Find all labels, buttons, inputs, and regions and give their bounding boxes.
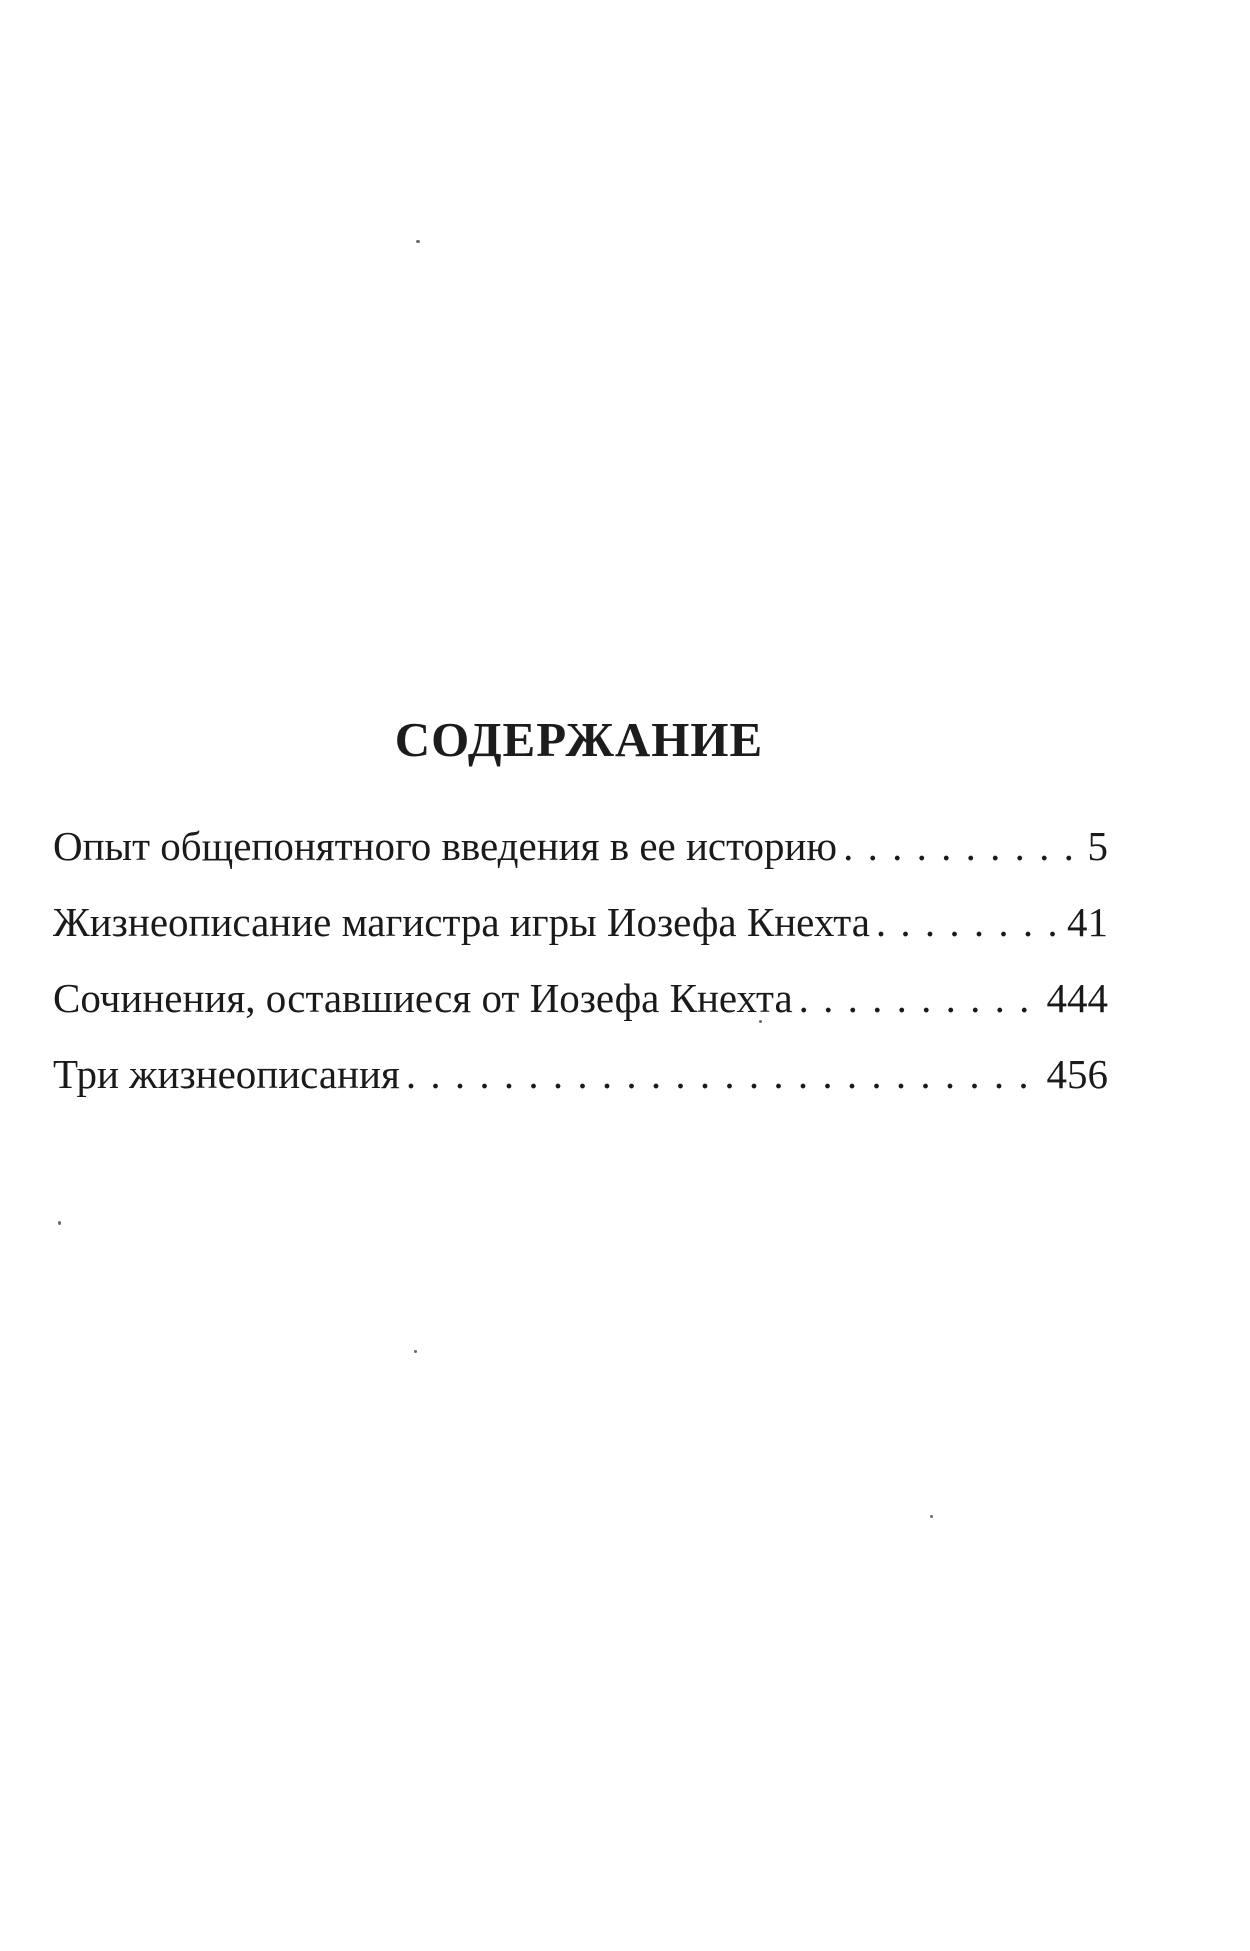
- table-of-contents-heading: СОДЕРЖАНИЕ: [394, 711, 764, 767]
- table-of-contents: [53, 823, 1108, 1130]
- toc-entry-title: Опыт общепонятного введения в ее историю: [53, 823, 838, 869]
- toc-entry-title: Жизнеописание магистра игры Иозефа Кнехта: [53, 899, 870, 945]
- scan-speck: [416, 240, 420, 243]
- toc-entry-title: Три жизнеописания: [53, 1051, 400, 1097]
- toc-entry[interactable]: [53, 899, 1108, 978]
- dot-leader: [843, 826, 1079, 867]
- toc-entry[interactable]: [53, 823, 1108, 902]
- toc-page-number: 5: [1087, 823, 1108, 869]
- dot-leader: [876, 902, 1059, 943]
- toc-entry-title: Сочинения, оставшиеся от Иозефа Кнехта: [53, 975, 793, 1021]
- scan-speck: [58, 1221, 61, 1225]
- dot-leader: [406, 1054, 1039, 1095]
- toc-page-number: 456: [1046, 1051, 1108, 1097]
- toc-entry[interactable]: [53, 1051, 1108, 1130]
- toc-page-number: 41: [1067, 899, 1108, 945]
- scan-speck: [414, 1350, 417, 1353]
- toc-entry[interactable]: [53, 975, 1108, 1054]
- dot-leader: [799, 978, 1039, 1019]
- scan-speck: [930, 1515, 933, 1518]
- toc-page-number: 444: [1046, 975, 1108, 1021]
